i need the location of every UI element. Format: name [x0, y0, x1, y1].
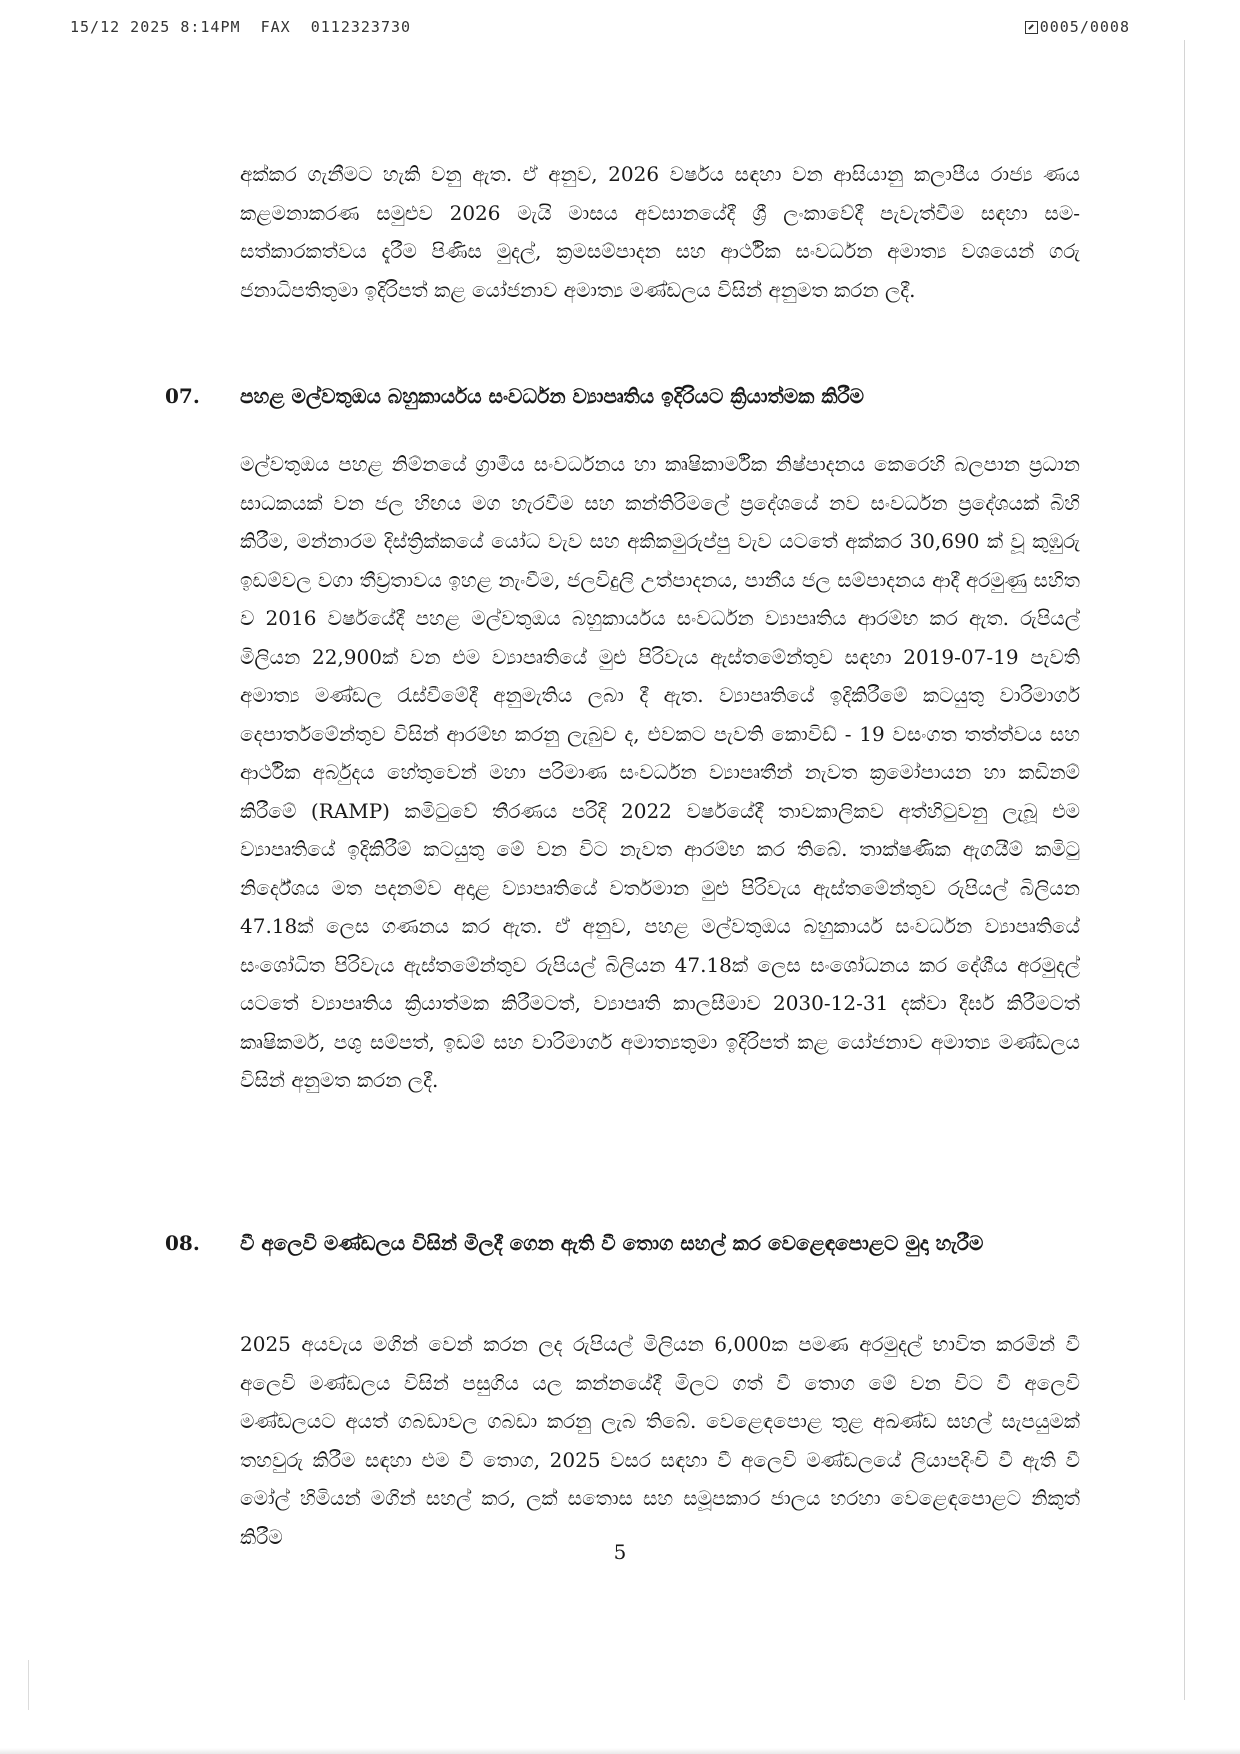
fax-page-count: 0005/0008: [1039, 18, 1130, 36]
section-body-08: 2025 අයවැය මගින් වෙන් කරන ලද රුපියල් මිලියන 6,000ක පමණ අරමුදල් භාවිත කරමින් වී අලෙවි මණ්ඩලය විසින් පසුගිය යල කන්නයේදී මිලට ගත් වී තොග මේ වන විට වී අලෙවි මණ්ඩලයට අයත් ගබඩාවල ගබඩා කරනු ලැබ තිබේ. වෙළෙඳපොළ තුළ අඛණ්ඩ සහල් සැපයුමක් තහවුරු කිරීම සඳහා එම වී තොග, 2025 වසර සඳහා වී අලෙවි මණ්ඩලයේ ලියාපදිංචි වී ඇති වී මෝල් හිමියන් මගින් සහල් කර, ලක් සතොස සහ සමූපකාර ජාලය හරහා වෙළෙඳපොළට නිකුත් කිරීම: [240, 1332, 1080, 1549]
section-title: වී අලෙවි මණ්ඩලය විසින් මිලදී ගෙන ඇති වී තොග සහල් කර වෙළෙඳපොළට මුදා හැරීම: [240, 1231, 984, 1255]
scan-edge-line-left: [28, 1660, 29, 1710]
fax-check-icon: [1025, 21, 1038, 34]
section-title: පහළ මල්වතුඔය බහුකාර්යය සංවර්ධන ව්‍යාපෘතිය ඉදිරියට ක්‍රියාත්මක කිරීම: [240, 384, 865, 408]
section-number: 08.: [165, 1231, 200, 1255]
section-number: 07.: [165, 384, 200, 408]
page-number: 5: [613, 1540, 627, 1564]
scan-bottom-edge: [0, 1748, 1240, 1754]
intro-paragraph: අක්කර ගැනීමට හැකි වනු ඇත. ඒ අනුව, 2026 වර්ෂය සඳහා වන ආසියානු කලාපීය රාජ්‍ය ණය කළමනාකරණ සමුළුව 2026 මැයි මාසය අවසානයේදී ශ්‍රී ලංකාවේදී පැවැත්වීම සඳහා සම-සත්කාරකත්වය දැරීම පිණිස මුදල්, ක්‍රමසම්පාදන සහ ආර්ථික සංවර්ධන අමාත්‍ය වශයෙන් ගරු ජනාධිපතිතුමා ඉදිරිපත් කළ යෝජනාව අමාත්‍ය මණ්ඩලය විසින් අනුමත කරන ලදී.: [240, 162, 1080, 302]
section-body-07: මල්වතුඔය පහළ නිම්නයේ ග්‍රාමීය සංවර්ධනය හා කෘෂිකාර්මික නිෂ්පාදනය කෙරෙහි බලපාන ප්‍රධාන සාධකයක් වන ජල හිඟය මග හැරවීම සහ කන්තිරිමලේ ප්‍රදේශයේ නව සංවර්ධන ප්‍රදේශයක් බිහි කිරීම, මන්නාරම දිස්ත්‍රික්කයේ යෝධ වැව සහ අකිකමුරුප්පු වැව යටතේ අක්කර 30,690 ක් වූ කුඹුරු ඉඩම්වල වගා තීව්‍රතාවය ඉහළ නැංවීම, ජලවිදුලි උත්පාදනය, පානීය ජල සම්පාදනය ආදී අරමුණු සහිත ව 2016 වර්ෂයේදී පහළ මල්වතුඔය බහුකාර්යය සංවර්ධන ව්‍යාපෘතිය ආරම්භ කර ඇත. රුපියල් මිලියන 22,900ක් වන එම ව්‍යාපෘතියේ මුළු පිරිවැය ඇස්තමේන්තුව සඳහා 2019-07-19 පැවති අමාත්‍ය මණ්ඩල රැස්වීමේදී අනුමැතිය ලබා දී ඇත. ව්‍යාපෘතියේ ඉදිකිරීමේ කටයුතු වාරිමාර්ග දෙපාර්තමේන්තුව විසින් ආරම්භ කරනු ලැබුව ද, එවකට පැවති කොවිඩ් - 19 වසංගත තත්ත්වය සහ ආර්ථික අර්බුදය හේතුවෙන් මහා පරිමාණ සංවර්ධන ව්‍යාපෘතීන් නැවත ක්‍රමෝපායන හා කඩිනම් කිරීමේ (RAMP) කමිටුවේ තීරණය පරිදි 2022 වර්ෂයේදී තාවකාලිකව අත්හිටුවනු ලැබූ එම ව්‍යාපෘතියේ ඉදිකිරීම් කටයුතු මේ වන විට නැවත ආරම්භ කර තිබේ. තාක්ෂණික ඇගයීම් කමිටු නිර්දේශය මත පදනම්ව අදාළ ව්‍යාපෘතියේ වර්තමාන මුළු පිරිවැය ඇස්තමේන්තුව රුපියල් බිලියන 47.18ක් ලෙස ගණනය කර ඇත. ඒ අනුව, පහළ මල්වතුඔය බහුකාර්ය සංවර්ධන ව්‍යාපෘතියේ සංශෝධිත පිරිවැය ඇස්තමේන්තුව රුපියල් බිලියන 47.18ක් ලෙස සංශෝධනය කර දේශීය අරමුදල් යටතේ ව්‍යාපෘතිය ක්‍රියාත්මක කිරීමටත්, ව්‍යාපෘති කාලසීමාව 2030-12-31 දක්වා දීර්ඝ කිරීමටත් කෘෂිකර්ම, පශු සම්පත්, ඉඩම් සහ වාරිමාර්ග අමාත්‍යතුමා ඉදිරිපත් කළ යෝජනාව අමාත්‍ය මණ්ඩලය විසින් අනුමත කරන ලදී.: [240, 452, 1080, 1092]
fax-transmission-info: 15/12 2025 8:14PM FAX 0112323730: [70, 18, 412, 36]
scan-edge-line: [1184, 40, 1185, 1700]
fax-header: [70, 18, 1130, 40]
fax-page-counter: [1025, 18, 1130, 36]
